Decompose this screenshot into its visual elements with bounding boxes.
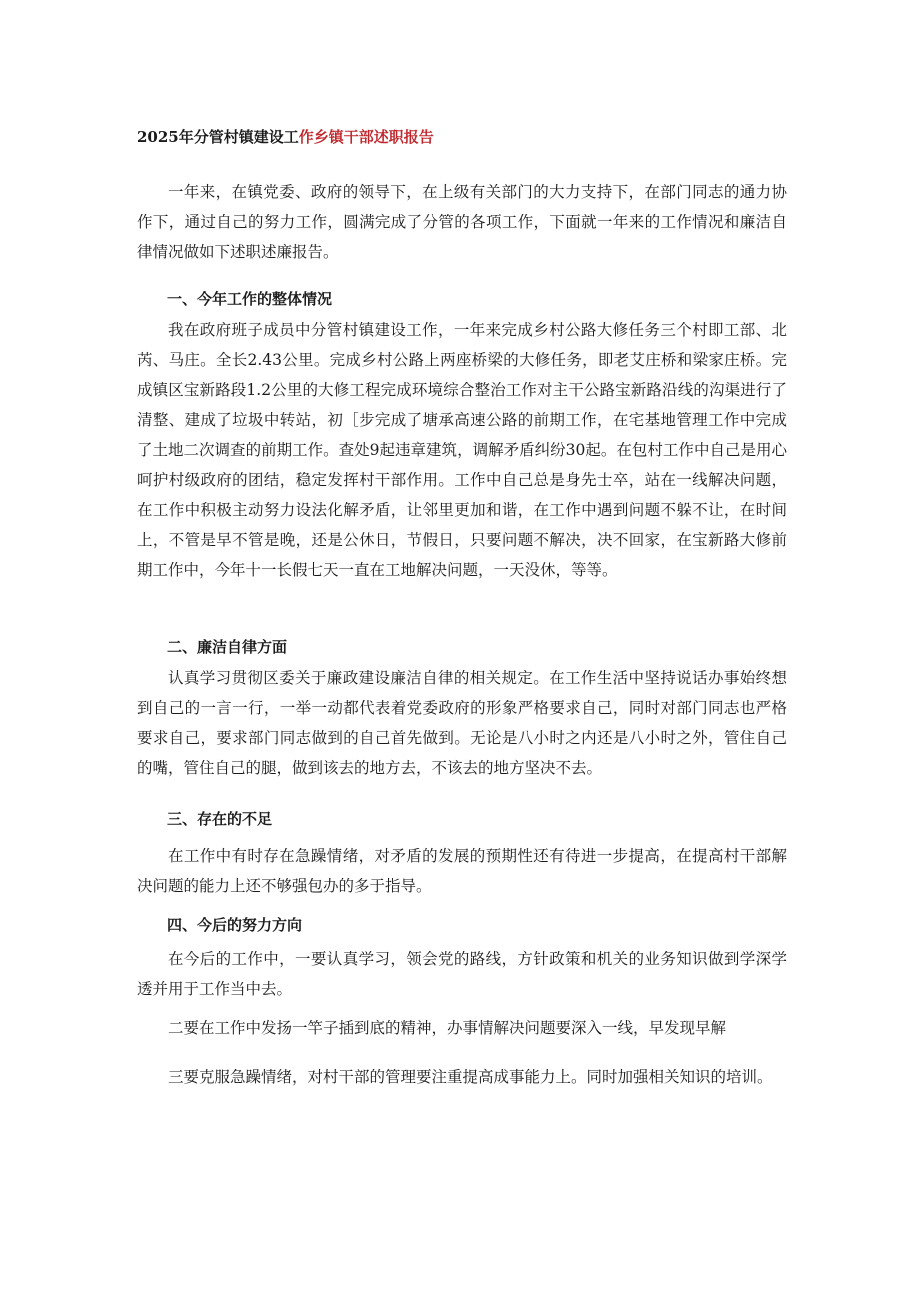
intro-block bbox=[137, 177, 787, 267]
section-3-body-block bbox=[137, 841, 787, 901]
section-2-paragraph: 认真学习贯彻区委关于廉政建设廉洁自律的相关规定。在工作生活中坚持说话办事始终想到自己的一言一行，一举一动都代表着党委政府的形象严格要求自己，同时对部门同志也严格要求自己，要求部门同志做到的自己首先做到。无论是八小时之内还是八小时之外，管住自己的嘴，管住自己的腿，做到该去的地方去，不该去的地方坚决不去。 bbox=[137, 669, 787, 777]
section-1-body-block bbox=[137, 315, 787, 585]
section-4-heading-block bbox=[137, 910, 787, 940]
extra-2-block bbox=[137, 1062, 787, 1092]
title-part-red: 作乡镇干部述职报告 bbox=[298, 128, 434, 146]
section-1-heading: 一、今年工作的整体情况 bbox=[167, 290, 333, 308]
section-2-body-block bbox=[137, 663, 787, 783]
extra-1-block bbox=[137, 1013, 787, 1043]
section-3-paragraph: 在工作中有时存在急躁情绪，对矛盾的发展的预期性还有待进一步提高，在提高村干部解决问题的能力上还不够强包办的多于指导。 bbox=[137, 847, 787, 895]
section-4-paragraph: 在今后的工作中，一要认真学习，领会党的路线，方针政策和机关的业务知识做到学深学透并用于工作当中去。 bbox=[137, 950, 787, 998]
section-1-paragraph: 我在政府班子成员中分管村镇建设工作，一年来完成乡村公路大修任务三个村即工部、北芮、马庄。全长2.43公里。完成乡村公路上两座桥梁的大修任务，即老艾庄桥和梁家庄桥。完成镇区宝新路段1.2公里的大修工程完成环境综合整治工作对主干公路宝新路沿线的沟渠进行了清整、建成了垃圾中转站，初［步完成了塘承高速公路的前期工作，在宅基地管理工作中完成了土地二次调查的前期工作。查处9起违章建筑，调解矛盾纠纷30起。在包村工作中自己是用心呵护村级政府的团结，稳定发挥村干部作用。工作中自己总是身先士卒，站在一线解决问题，在工作中积极主动努力设法化解矛盾，让邻里更加和谐，在工作中遇到问题不躲不让，在时间上，不管是早不管是晚，还是公休日，节假日，只要问题不解决，决不回家，在宝新路大修前期工作中，今年十一长假七天一直在工地解决问题，一天没休，等等。 bbox=[137, 321, 787, 579]
intro-paragraph: 一年来，在镇党委、政府的领导下，在上级有关部门的大力支持下，在部门同志的通力协作下，通过自己的努力工作，圆满完成了分管的各项工作，下面就一年来的工作情况和廉洁自律情况做如下述职述廉报告。 bbox=[137, 183, 787, 261]
document-title bbox=[137, 126, 434, 147]
section-3-heading: 三、存在的不足 bbox=[167, 810, 273, 828]
section-1-heading-block bbox=[137, 284, 787, 314]
section-4-heading: 四、今后的努力方向 bbox=[167, 916, 303, 934]
section-4-body-block bbox=[137, 944, 787, 1004]
section-2-heading: 二、廉洁自律方面 bbox=[167, 638, 288, 656]
title-part-black: 2025年分管村镇建设工 bbox=[137, 128, 299, 146]
extra-paragraph-1: 二要在工作中发扬一竿子插到底的精神，办事情解决问题要深入一线，早发现早解 bbox=[168, 1019, 727, 1037]
section-2-heading-block bbox=[137, 632, 787, 662]
section-3-heading-block bbox=[137, 804, 787, 834]
extra-paragraph-2: 三要克服急躁情绪，对村干部的管理要注重提高成事能力上。同时加强相关知识的培训。 bbox=[168, 1068, 773, 1086]
